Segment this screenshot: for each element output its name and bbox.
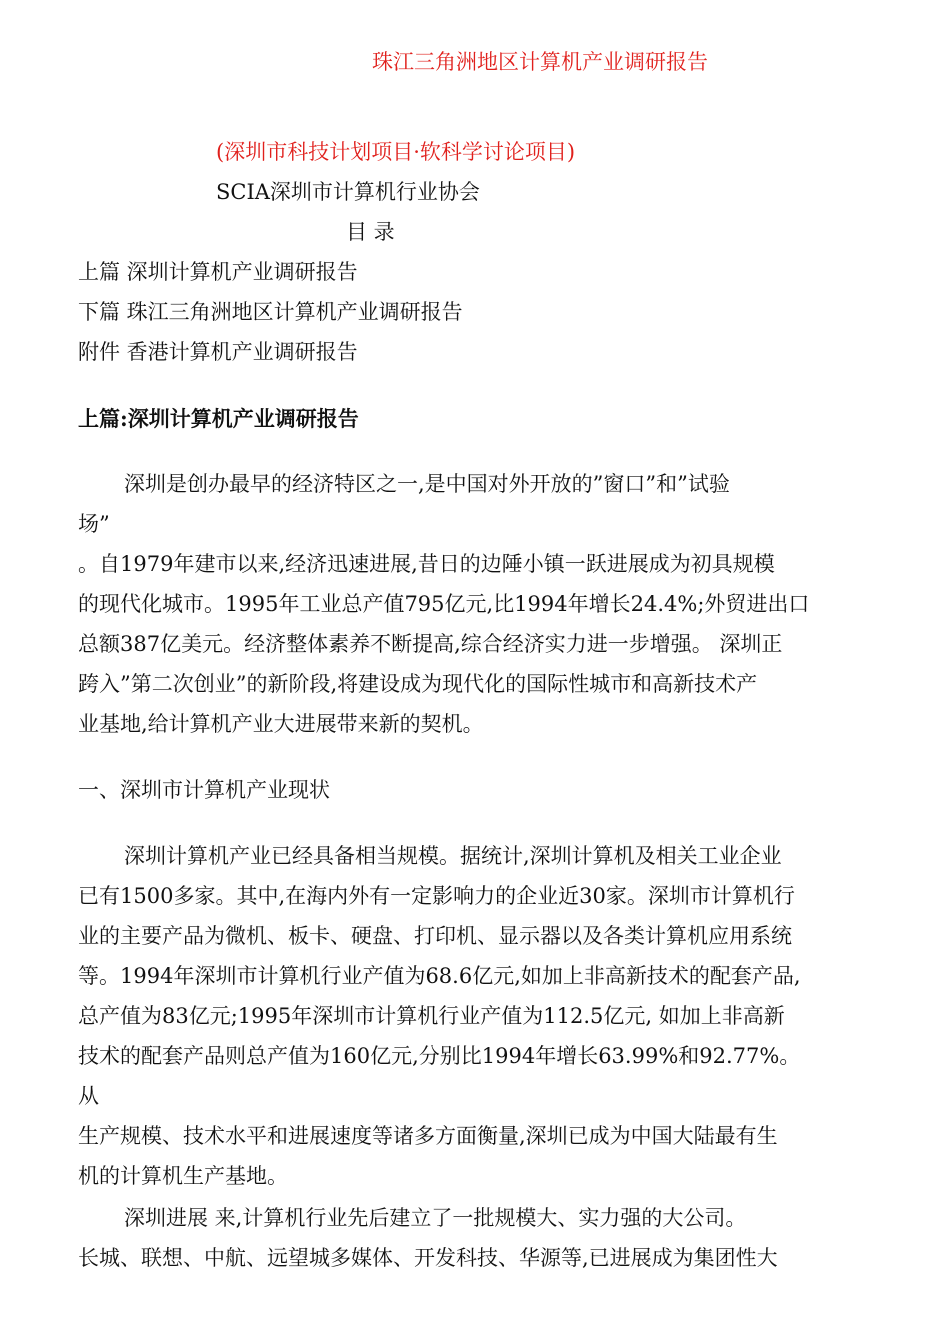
paragraph-line: 深圳计算机产业已经具备相当规模。据统计,深圳计算机及相关工业企业 xyxy=(124,844,782,868)
organization-name: SCIA深圳市计算机行业协会 xyxy=(216,180,480,204)
paragraph-line: 业基地,给计算机产业大进展带来新的契机。 xyxy=(78,712,484,736)
document-title: 珠江三角洲地区计算机产业调研报告 xyxy=(372,50,708,74)
toc-item: 下篇 珠江三角洲地区计算机产业调研报告 xyxy=(78,300,463,324)
paragraph-line: 机的计算机生产基地。 xyxy=(78,1164,288,1188)
paragraph-line: 总额387亿美元。经济整体素养不断提高,综合经济实力进一步增强。 深圳正 xyxy=(78,632,783,656)
paragraph-line: 从 xyxy=(78,1084,99,1108)
paragraph-line: 深圳进展 来,计算机行业先后建立了一批规模大、实力强的大公司。 xyxy=(124,1206,747,1230)
paragraph-line: 等。1994年深圳市计算机行业产值为68.6亿元,如加上非高新技术的配套产品, xyxy=(78,964,801,988)
toc-item: 上篇 深圳计算机产业调研报告 xyxy=(78,260,358,284)
paragraph-line: 总产值为83亿元;1995年深圳市计算机行业产值为112.5亿元, 如加上非高新 xyxy=(78,1004,785,1028)
document-subtitle: (深圳市科技计划项目·软科学讨论项目) xyxy=(216,140,576,164)
paragraph-line: 长城、联想、中航、远望城多媒体、开发科技、华源等,已进展成为集团性大 xyxy=(78,1246,778,1270)
toc-item: 附件 香港计算机产业调研报告 xyxy=(78,340,358,364)
paragraph-line: 的现代化城市。1995年工业总产值795亿元,比1994年增长24.4%;外贸进出口 xyxy=(78,592,810,616)
paragraph-line: 技术的配套产品则总产值为160亿元,分别比1994年增长63.99%和92.77%。 xyxy=(78,1044,801,1068)
paragraph-line: 生产规模、技术水平和进展速度等诸多方面衡量,深圳已成为中国大陆最有生 xyxy=(78,1124,778,1148)
paragraph-line: 深圳是创办最早的经济特区之一,是中国对外开放的”窗口”和”试验 xyxy=(124,472,730,496)
paragraph-line: 业的主要产品为微机、板卡、硬盘、打印机、显示器以及各类计算机应用系统 xyxy=(78,924,792,948)
paragraph-line: 已有1500多家。其中,在海内外有一定影响力的企业近30家。深圳市计算机行 xyxy=(78,884,795,908)
paragraph-line: 场” xyxy=(78,512,110,536)
paragraph-line: 。自1979年建市以来,经济迅速进展,昔日的边陲小镇一跃进展成为初具规模 xyxy=(78,552,775,576)
section-heading: 一、深圳市计算机产业现状 xyxy=(78,778,330,802)
toc-heading: 目 录 xyxy=(346,220,395,244)
section-title: 上篇:深圳计算机产业调研报告 xyxy=(78,406,359,431)
paragraph-line: 跨入”第二次创业”的新阶段,将建设成为现代化的国际性城市和高新技术产 xyxy=(78,672,758,696)
